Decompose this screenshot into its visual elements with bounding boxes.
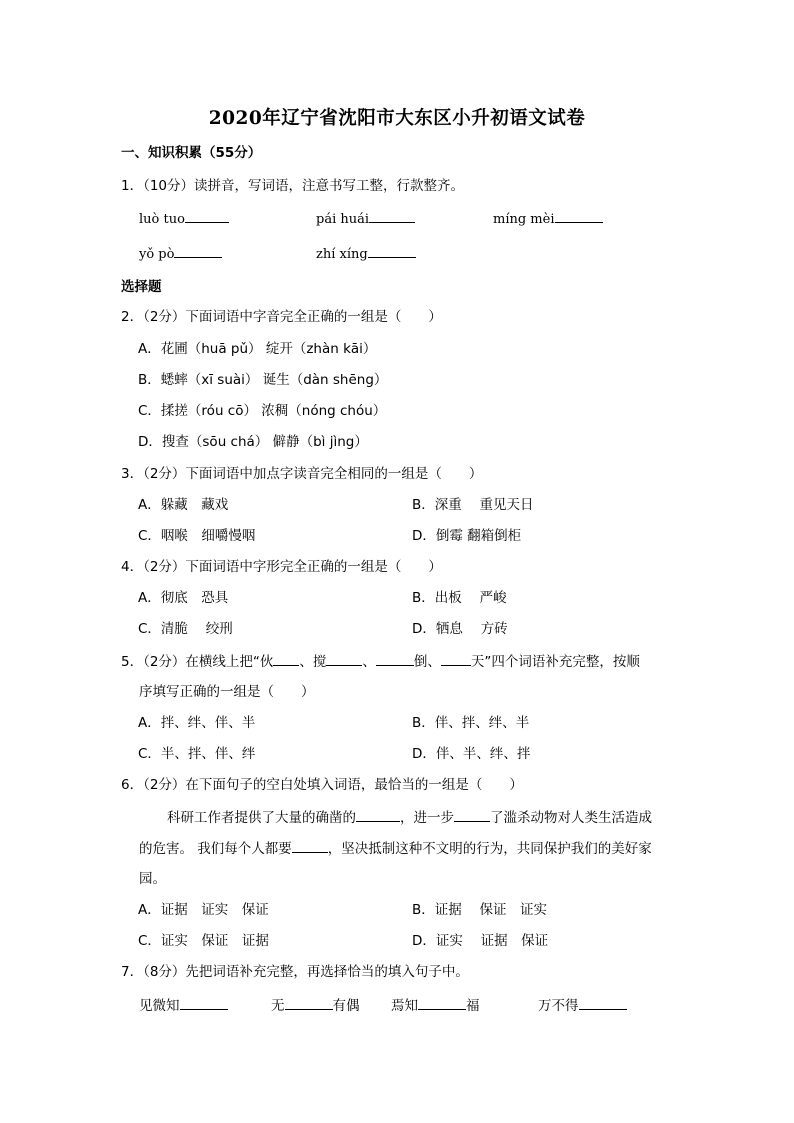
question-4-option-d[interactable]: D．牺息 方砖 bbox=[412, 621, 508, 637]
pinyin-text: pái huái bbox=[316, 212, 370, 227]
answer-blank[interactable] bbox=[285, 995, 333, 1010]
question-5-option-b[interactable]: B．伴、拌、绊、半 bbox=[412, 715, 530, 731]
question-7-stem: 7．（8分）先把词语补充完整，再选择恰当的填入句子中。 bbox=[121, 964, 469, 980]
answer-blank[interactable] bbox=[441, 651, 471, 666]
idiom-item-1 bbox=[139, 995, 228, 1016]
stem-text: 天”四个词语补充完整，按顺 bbox=[470, 654, 640, 670]
question-4-stem: 4．（2分）下面词语中字形完全正确的一组是（ ） bbox=[121, 559, 442, 575]
pinyin-text: yǒ pò bbox=[139, 247, 175, 262]
stem-text: 5．（2分）在横线上把“伙 bbox=[121, 654, 274, 670]
answer-blank[interactable] bbox=[376, 651, 414, 666]
idiom-text: 焉知 bbox=[391, 998, 418, 1014]
question-3-option-a[interactable]: A．躲藏 藏戏 bbox=[138, 497, 229, 513]
question-3-stem: 3．（2分）下面词语中加点字读音完全相同的一组是（ ） bbox=[121, 466, 483, 482]
idiom-text: 见微知 bbox=[139, 998, 180, 1014]
idiom-item-3 bbox=[391, 995, 480, 1016]
question-5-option-d[interactable]: D．伴、半、绊、拌 bbox=[412, 746, 531, 762]
question-6-option-d[interactable]: D．证实 证据 保证 bbox=[412, 933, 549, 949]
pinyin-item-1 bbox=[139, 208, 229, 230]
question-6-passage-line-1 bbox=[167, 807, 652, 828]
question-6-option-b[interactable]: B．证据 保证 证实 bbox=[412, 902, 548, 918]
answer-blank[interactable] bbox=[292, 838, 328, 853]
idiom-item-2 bbox=[271, 995, 360, 1016]
question-1-stem: 1．（10分）读拼音，写词语，注意书写工整，行款整齐。 bbox=[121, 178, 465, 194]
question-6-option-c[interactable]: C．证实 保证 证据 bbox=[138, 933, 269, 949]
section-heading-choice: 选择题 bbox=[121, 279, 162, 295]
question-5-option-c[interactable]: C．半、拌、伴、绊 bbox=[138, 746, 256, 762]
pinyin-item-2 bbox=[316, 208, 415, 230]
question-5-option-a[interactable]: A．拌、绊、伴、半 bbox=[138, 715, 256, 731]
pinyin-item-5 bbox=[316, 243, 416, 265]
passage-text: ，坚决抵制这种不文明的行为，共同保护我们的美好家 bbox=[327, 841, 652, 857]
answer-blank[interactable] bbox=[273, 651, 299, 666]
question-3-option-d[interactable]: D．倒霉 翻箱倒柜 bbox=[412, 528, 522, 544]
passage-text: 科研工作者提供了大量的确凿的 bbox=[167, 810, 356, 826]
answer-blank[interactable] bbox=[454, 807, 490, 822]
question-6-passage-line-2 bbox=[139, 838, 652, 859]
idiom-item-4 bbox=[538, 995, 627, 1016]
question-3-option-c[interactable]: C．咽喉 细嚼慢咽 bbox=[138, 528, 256, 544]
question-3-option-b[interactable]: B．深重 重见天日 bbox=[412, 497, 534, 513]
question-2-option-c[interactable]: C．揉搓（róu cō） 浓稠（nóng chóu） bbox=[138, 403, 387, 419]
pinyin-text: míng mèi bbox=[493, 212, 555, 227]
section-heading-knowledge: 一、知识积累（55分） bbox=[121, 145, 262, 161]
question-2-option-b[interactable]: B．蟋蟀（xī suài） 诞生（dàn shēng） bbox=[138, 372, 388, 388]
passage-text: 了滥杀动物对人类生活造成 bbox=[490, 810, 652, 826]
idiom-text: 无 bbox=[271, 998, 285, 1014]
answer-blank[interactable] bbox=[356, 807, 400, 822]
pinyin-text: luò tuo bbox=[139, 212, 185, 227]
pinyin-text: zhí xíng bbox=[316, 247, 368, 262]
question-4-option-a[interactable]: A．彻底 恐具 bbox=[138, 590, 229, 606]
question-6-stem: 6．（2分）在下面句子的空白处填入词语，最恰当的一组是（ ） bbox=[121, 777, 523, 793]
answer-blank[interactable] bbox=[185, 208, 229, 223]
pinyin-item-3 bbox=[493, 208, 603, 230]
stem-text: 、搅 bbox=[299, 654, 327, 670]
question-2-stem: 2．（2分）下面词语中字音完全正确的一组是（ ） bbox=[121, 309, 442, 325]
question-2-option-a[interactable]: A．花圃（huā pǔ） 绽开（zhàn kāi） bbox=[138, 341, 377, 357]
page-title: 2020年辽宁省沈阳市大东区小升初语文试卷 bbox=[208, 108, 586, 129]
idiom-text: 有偶 bbox=[332, 998, 360, 1014]
answer-blank[interactable] bbox=[369, 208, 415, 223]
answer-blank[interactable] bbox=[579, 995, 627, 1010]
question-5-stem-continued: 序填写正确的一组是（ ） bbox=[139, 684, 315, 700]
answer-blank[interactable] bbox=[555, 208, 603, 223]
question-6-passage-line-3: 园。 bbox=[139, 871, 166, 887]
pinyin-item-4 bbox=[139, 243, 222, 265]
answer-blank[interactable] bbox=[368, 243, 416, 258]
idiom-text: 福 bbox=[466, 998, 480, 1014]
answer-blank[interactable] bbox=[174, 243, 222, 258]
question-4-option-b[interactable]: B．出板 严峻 bbox=[412, 590, 507, 606]
question-6-option-a[interactable]: A．证据 证实 保证 bbox=[138, 902, 269, 918]
stem-text: 倒、 bbox=[413, 654, 441, 670]
idiom-text: 万不得 bbox=[538, 998, 579, 1014]
answer-blank[interactable] bbox=[180, 995, 228, 1010]
passage-text: 的危害。 我们每个人都要 bbox=[139, 841, 292, 857]
question-5-stem bbox=[121, 651, 640, 672]
question-4-option-c[interactable]: C．清脆 绞刑 bbox=[138, 621, 233, 637]
answer-blank[interactable] bbox=[418, 995, 466, 1010]
answer-blank[interactable] bbox=[326, 651, 362, 666]
passage-text: ，进一步 bbox=[400, 810, 454, 826]
stem-text: 、 bbox=[362, 654, 376, 670]
question-2-option-d[interactable]: D．搜查（sōu chá） 僻静（bì jìng） bbox=[138, 434, 368, 450]
